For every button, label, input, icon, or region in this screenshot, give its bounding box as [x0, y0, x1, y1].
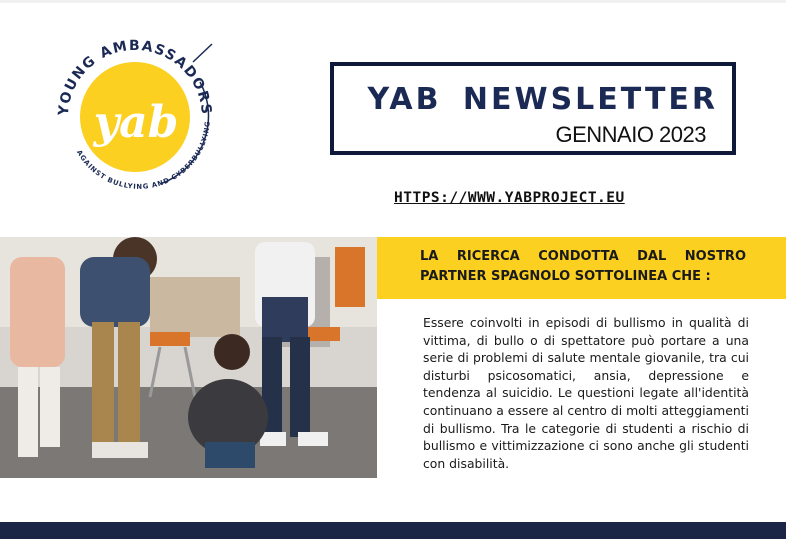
- headline-banner: [377, 237, 786, 299]
- yab-logo: [40, 22, 230, 212]
- newsletter-date: GENNAIO 2023: [555, 122, 706, 147]
- logo-top-text: YOUNG AMBASSADORS: [55, 38, 215, 117]
- logo-slash: [193, 44, 212, 62]
- website-link[interactable]: HTTPS://WWW.YABPROJECT.EU: [394, 190, 625, 206]
- newsletter-title: YAB NEWSLETTER: [367, 82, 718, 117]
- top-rule: [0, 0, 786, 3]
- children-bullying-photo: [0, 237, 377, 478]
- logo-monogram: yab: [93, 97, 179, 148]
- footer-bar: [0, 522, 786, 539]
- headline-text: LA RICERCA CONDOTTA DAL NOSTRO PARTNER SPAGNOLO SOTTOLINEA CHE :: [420, 249, 746, 284]
- yab-logo-graphic: [40, 22, 230, 212]
- newsletter-title-box: [330, 62, 736, 155]
- logo-bottom-text: AGAINST BULLYING AND CYBERBULLYING: [74, 120, 212, 191]
- article-paragraph: Essere coinvolti in episodi di bullismo in qualità di vittima, di bullo o di spettatore può portare a una serie di problemi di salute mentale giovanile, tra cui disturbi psicosomatici, ansia, depressione e tendenza al suicidio. Le questioni legate all'identità continuano a essere al centro di molti atteggiamenti di bullismo. Tra le categorie di studenti a rischio di bullismo e vittimizzazione ci sono anche gli studenti con disabilità.: [423, 315, 749, 471]
